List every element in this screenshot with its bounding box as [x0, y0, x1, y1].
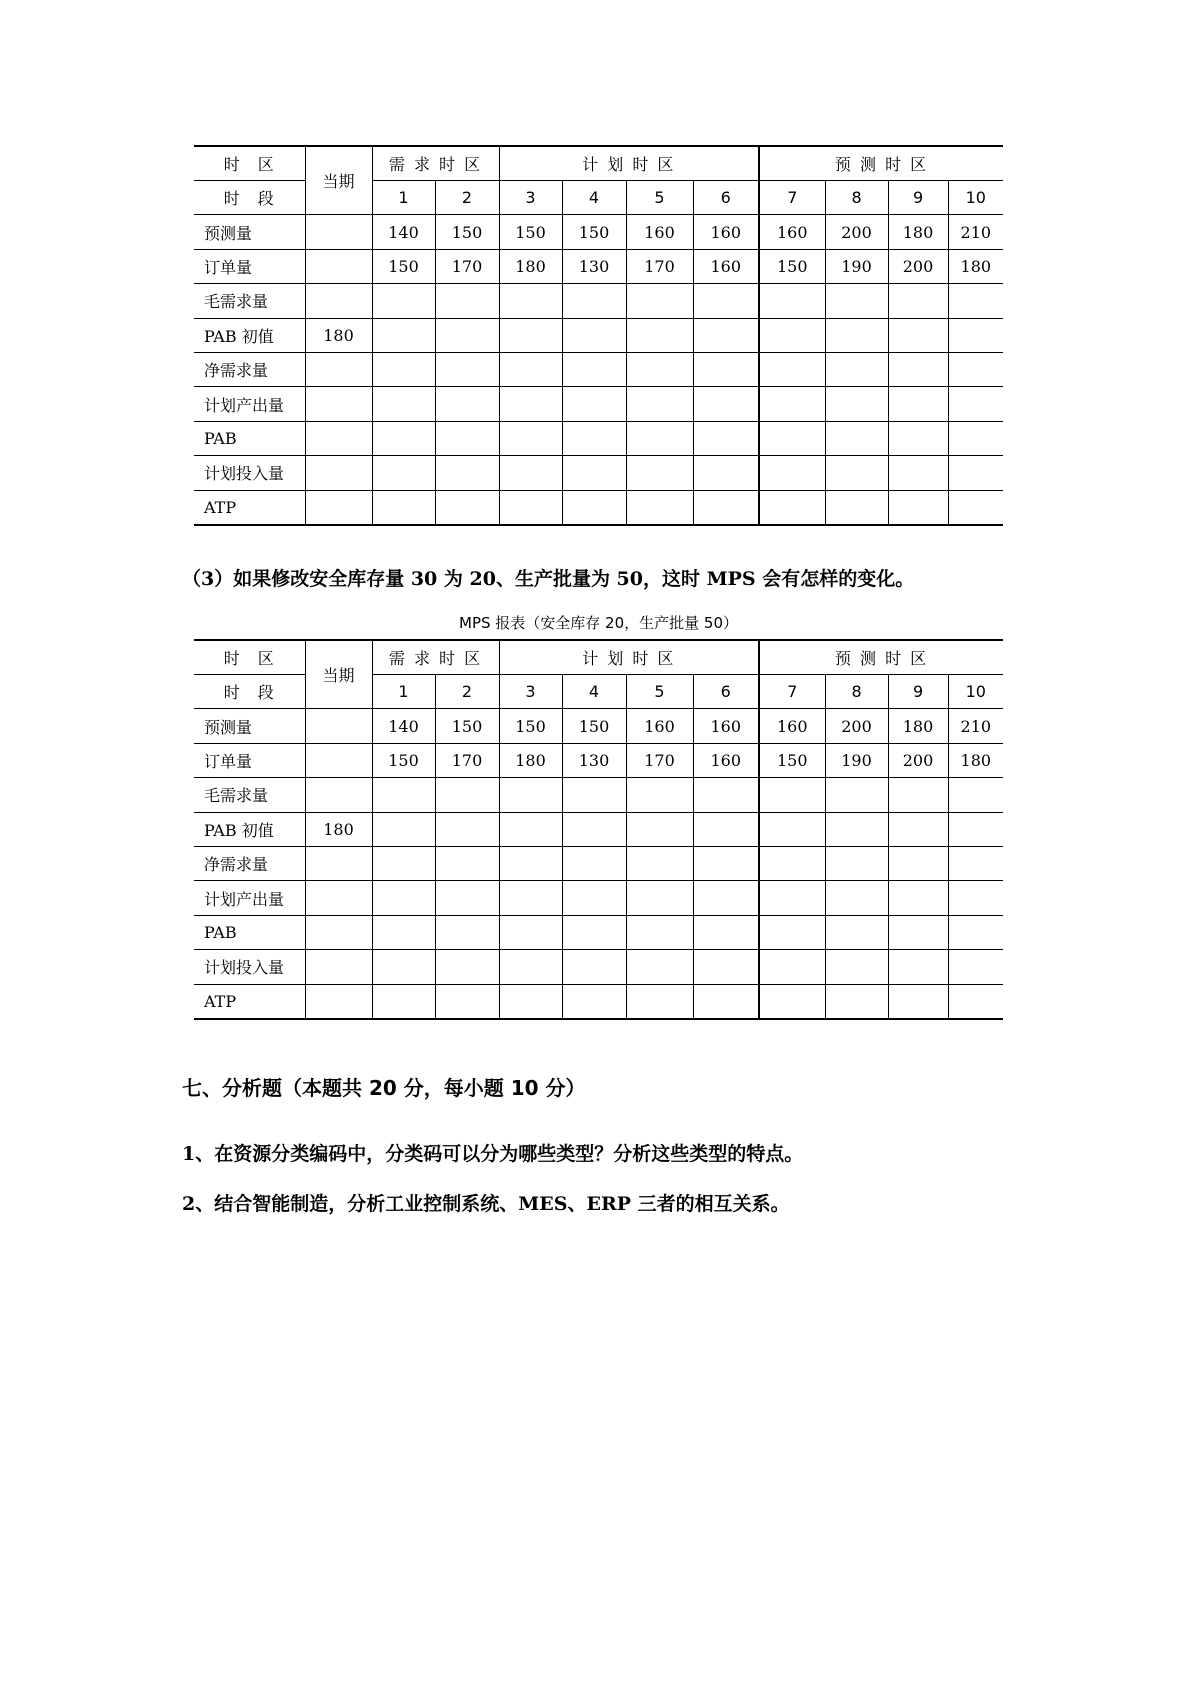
period-cell: [825, 812, 888, 846]
row-label: 毛需求量: [194, 778, 305, 812]
period-cell: 200: [888, 743, 948, 777]
table-row: [194, 984, 1003, 1019]
row-label: 净需求量: [194, 352, 305, 386]
zone-label: 时 区: [194, 146, 305, 181]
period-cell: 140: [372, 709, 435, 743]
period-cell: [888, 456, 948, 490]
period-cell: [435, 284, 499, 318]
period-cell: 200: [888, 249, 948, 283]
period-cell: [948, 778, 1003, 812]
mps-table-1: [194, 145, 1003, 526]
period-number-5: 5: [626, 675, 693, 709]
period-cell: [888, 490, 948, 525]
period-cell: [499, 284, 562, 318]
period-cell: [825, 421, 888, 455]
period-number-1: 1: [372, 675, 435, 709]
period-cell: [888, 284, 948, 318]
table-row: [194, 709, 1003, 743]
period-cell: [693, 950, 759, 984]
period-cell: [948, 456, 1003, 490]
period-cell: [888, 352, 948, 386]
period-cell: [372, 352, 435, 386]
period-cell: [759, 881, 825, 915]
period-cell: [499, 881, 562, 915]
table-row: [194, 950, 1003, 984]
period-cell: 180: [888, 709, 948, 743]
header-zone-row: [194, 146, 1003, 181]
period-cell: [825, 915, 888, 949]
period-cell: [759, 846, 825, 880]
period-cell: [562, 915, 626, 949]
period-cell: 180: [948, 249, 1003, 283]
table-row: [194, 812, 1003, 846]
period-cell: [693, 778, 759, 812]
table-row: [194, 881, 1003, 915]
period-cell: [825, 881, 888, 915]
current-period-label: 当期: [305, 146, 372, 215]
period-cell: [372, 421, 435, 455]
period-cell: [888, 984, 948, 1019]
table-row: [194, 743, 1003, 777]
period-cell: 210: [948, 215, 1003, 249]
period-cell: [562, 387, 626, 421]
period-cell: [435, 881, 499, 915]
period-cell: [372, 456, 435, 490]
period-number-5: 5: [626, 181, 693, 215]
period-cell: [888, 846, 948, 880]
row-label: PAB: [194, 915, 305, 949]
period-cell: [562, 456, 626, 490]
period-cell: [759, 284, 825, 318]
period-cell: [888, 387, 948, 421]
period-cell: [759, 456, 825, 490]
period-number-6: 6: [693, 181, 759, 215]
section-7-question-2: 2、结合智能制造，分析工业控制系统、MES、ERP 三者的相互关系。: [182, 1193, 790, 1215]
section-7-title: 七、分析题（本题共 20 分，每小题 10 分）: [182, 1076, 586, 1100]
period-cell: [372, 387, 435, 421]
period-cell: [888, 881, 948, 915]
period-cell: [626, 456, 693, 490]
period-cell: 180: [948, 743, 1003, 777]
period-cell: 150: [759, 743, 825, 777]
period-cell: 170: [626, 249, 693, 283]
period-cell: 150: [372, 743, 435, 777]
period-cell: [435, 984, 499, 1019]
period-cell: [948, 984, 1003, 1019]
period-cell: [948, 915, 1003, 949]
period-cell: [825, 984, 888, 1019]
current-period-cell: [305, 743, 372, 777]
period-cell: 130: [562, 743, 626, 777]
period-cell: [825, 846, 888, 880]
period-cell: [693, 284, 759, 318]
period-cell: [499, 456, 562, 490]
period-cell: 180: [499, 743, 562, 777]
period-cell: [825, 950, 888, 984]
period-cell: [372, 915, 435, 949]
period-cell: [435, 421, 499, 455]
period-cell: [562, 778, 626, 812]
period-cell: [435, 387, 499, 421]
period-number-9: 9: [888, 675, 948, 709]
section-7-question-1: 1、在资源分类编码中，分类码可以分为哪些类型？分析这些类型的特点。: [182, 1143, 804, 1165]
period-cell: [759, 421, 825, 455]
current-period-cell: [305, 709, 372, 743]
period-cell: [626, 846, 693, 880]
period-cell: [759, 490, 825, 525]
current-period-cell: [305, 950, 372, 984]
period-cell: 140: [372, 215, 435, 249]
row-label: 订单量: [194, 249, 305, 283]
row-label: PAB 初值: [194, 812, 305, 846]
period-cell: 160: [759, 709, 825, 743]
period-cell: [626, 490, 693, 525]
period-cell: [372, 318, 435, 352]
period-cell: [372, 490, 435, 525]
row-label: PAB: [194, 421, 305, 455]
period-cell: [626, 778, 693, 812]
period-cell: [435, 490, 499, 525]
forecast-zone-label: 预 测 时 区: [759, 146, 1003, 181]
planning-zone-label: 计 划 时 区: [499, 640, 759, 675]
period-cell: [693, 881, 759, 915]
period-cell: [948, 950, 1003, 984]
period-cell: [948, 421, 1003, 455]
period-cell: [499, 950, 562, 984]
period-cell: 130: [562, 249, 626, 283]
current-period-cell: [305, 456, 372, 490]
period-cell: [888, 421, 948, 455]
period-cell: [626, 950, 693, 984]
period-cell: [948, 846, 1003, 880]
period-number-6: 6: [693, 675, 759, 709]
current-period-cell: [305, 915, 372, 949]
period-cell: [888, 812, 948, 846]
period-cell: [372, 778, 435, 812]
period-cell: [626, 318, 693, 352]
period-cell: [499, 421, 562, 455]
current-period-cell: [305, 846, 372, 880]
period-cell: [435, 950, 499, 984]
period-number-2: 2: [435, 181, 499, 215]
period-cell: 150: [759, 249, 825, 283]
period-number-10: 10: [948, 675, 1003, 709]
period-cell: [499, 387, 562, 421]
period-cell: [759, 915, 825, 949]
period-cell: 210: [948, 709, 1003, 743]
period-cell: [759, 352, 825, 386]
period-cell: 170: [626, 743, 693, 777]
period-cell: [372, 284, 435, 318]
period-cell: 160: [626, 709, 693, 743]
period-cell: [948, 490, 1003, 525]
period-cell: [693, 421, 759, 455]
period-cell: [693, 456, 759, 490]
period-cell: 150: [435, 709, 499, 743]
table-row: [194, 421, 1003, 455]
period-cell: [888, 950, 948, 984]
period-cell: [435, 846, 499, 880]
period-cell: [948, 812, 1003, 846]
table-row: [194, 846, 1003, 880]
question-3: （3）如果修改安全库存量 30 为 20、生产批量为 50，这时 MPS 会有怎样的变化。: [182, 568, 915, 590]
period-cell: [499, 352, 562, 386]
period-label: 时 段: [194, 675, 305, 709]
period-cell: [693, 915, 759, 949]
table-row: [194, 387, 1003, 421]
period-cell: 160: [693, 215, 759, 249]
period-cell: [759, 812, 825, 846]
period-number-8: 8: [825, 675, 888, 709]
period-cell: [759, 984, 825, 1019]
period-cell: [372, 846, 435, 880]
period-number-7: 7: [759, 675, 825, 709]
current-period-cell: 180: [305, 318, 372, 352]
period-cell: [499, 490, 562, 525]
table-row: [194, 456, 1003, 490]
period-cell: [825, 352, 888, 386]
current-period-cell: [305, 490, 372, 525]
period-cell: [562, 984, 626, 1019]
row-label: ATP: [194, 984, 305, 1019]
table-2-caption: MPS 报表（安全库存 20，生产批量 50）: [459, 614, 738, 632]
mps-table-2: [194, 639, 1003, 1020]
row-label: ATP: [194, 490, 305, 525]
period-number-3: 3: [499, 181, 562, 215]
current-period-cell: [305, 881, 372, 915]
period-cell: [825, 778, 888, 812]
current-period-cell: [305, 352, 372, 386]
period-cell: [435, 318, 499, 352]
period-cell: [562, 846, 626, 880]
period-number-7: 7: [759, 181, 825, 215]
zone-label: 时 区: [194, 640, 305, 675]
row-label: 预测量: [194, 215, 305, 249]
current-period-cell: [305, 215, 372, 249]
row-label: 净需求量: [194, 846, 305, 880]
period-cell: [435, 352, 499, 386]
period-cell: [759, 387, 825, 421]
period-cell: 160: [759, 215, 825, 249]
table-row: [194, 215, 1003, 249]
period-cell: [948, 387, 1003, 421]
period-number-2: 2: [435, 675, 499, 709]
period-cell: 150: [499, 709, 562, 743]
row-label: 订单量: [194, 743, 305, 777]
current-period-cell: [305, 387, 372, 421]
period-cell: [888, 318, 948, 352]
period-cell: 170: [435, 743, 499, 777]
period-cell: 150: [562, 709, 626, 743]
period-cell: [693, 812, 759, 846]
period-cell: [693, 846, 759, 880]
current-period-label: 当期: [305, 640, 372, 709]
period-cell: [499, 812, 562, 846]
current-period-cell: [305, 984, 372, 1019]
period-cell: [562, 490, 626, 525]
current-period-cell: 180: [305, 812, 372, 846]
period-number-10: 10: [948, 181, 1003, 215]
period-cell: 150: [562, 215, 626, 249]
current-period-cell: [305, 778, 372, 812]
period-cell: [626, 387, 693, 421]
period-cell: 150: [499, 215, 562, 249]
period-cell: 180: [888, 215, 948, 249]
table-row: [194, 249, 1003, 283]
table-row: [194, 915, 1003, 949]
period-cell: 190: [825, 249, 888, 283]
period-cell: 200: [825, 709, 888, 743]
period-cell: [562, 421, 626, 455]
period-cell: [626, 284, 693, 318]
period-cell: 160: [693, 249, 759, 283]
current-period-cell: [305, 284, 372, 318]
period-cell: [435, 915, 499, 949]
demand-zone-label: 需 求 时 区: [372, 146, 499, 181]
period-cell: [693, 387, 759, 421]
period-cell: [372, 950, 435, 984]
period-cell: 160: [693, 709, 759, 743]
period-cell: [948, 352, 1003, 386]
period-cell: [626, 915, 693, 949]
period-cell: [759, 318, 825, 352]
row-label: PAB 初值: [194, 318, 305, 352]
row-label: 毛需求量: [194, 284, 305, 318]
period-cell: [435, 456, 499, 490]
period-cell: [693, 490, 759, 525]
table-row: [194, 284, 1003, 318]
forecast-zone-label: 预 测 时 区: [759, 640, 1003, 675]
table-row: [194, 318, 1003, 352]
period-label: 时 段: [194, 181, 305, 215]
period-cell: [693, 318, 759, 352]
period-number-4: 4: [562, 181, 626, 215]
period-cell: 200: [825, 215, 888, 249]
period-cell: 190: [825, 743, 888, 777]
period-cell: [825, 284, 888, 318]
period-cell: [759, 778, 825, 812]
period-cell: 170: [435, 249, 499, 283]
period-cell: [435, 778, 499, 812]
period-cell: [888, 915, 948, 949]
period-number-1: 1: [372, 181, 435, 215]
period-cell: [372, 812, 435, 846]
period-cell: 180: [499, 249, 562, 283]
period-cell: [435, 812, 499, 846]
period-number-9: 9: [888, 181, 948, 215]
current-period-cell: [305, 421, 372, 455]
demand-zone-label: 需 求 时 区: [372, 640, 499, 675]
period-cell: [562, 950, 626, 984]
period-cell: [626, 352, 693, 386]
period-cell: [562, 284, 626, 318]
table-row: [194, 490, 1003, 525]
row-label: 计划投入量: [194, 950, 305, 984]
period-cell: [499, 778, 562, 812]
period-cell: [372, 881, 435, 915]
table-row: [194, 352, 1003, 386]
period-cell: [499, 318, 562, 352]
period-cell: [693, 984, 759, 1019]
period-cell: 150: [435, 215, 499, 249]
period-cell: [888, 778, 948, 812]
period-cell: 150: [372, 249, 435, 283]
period-cell: 160: [693, 743, 759, 777]
period-cell: [499, 915, 562, 949]
row-label: 计划产出量: [194, 387, 305, 421]
row-label: 计划产出量: [194, 881, 305, 915]
period-cell: [562, 881, 626, 915]
period-cell: [626, 421, 693, 455]
row-label: 计划投入量: [194, 456, 305, 490]
period-cell: [499, 984, 562, 1019]
period-cell: [562, 812, 626, 846]
period-cell: [626, 984, 693, 1019]
period-cell: [759, 950, 825, 984]
planning-zone-label: 计 划 时 区: [499, 146, 759, 181]
period-cell: 160: [626, 215, 693, 249]
period-cell: [499, 846, 562, 880]
period-cell: [626, 881, 693, 915]
period-cell: [825, 456, 888, 490]
period-cell: [372, 984, 435, 1019]
period-cell: [825, 318, 888, 352]
period-number-4: 4: [562, 675, 626, 709]
period-number-8: 8: [825, 181, 888, 215]
period-cell: [825, 490, 888, 525]
period-cell: [562, 352, 626, 386]
period-cell: [693, 352, 759, 386]
period-cell: [948, 318, 1003, 352]
header-zone-row: [194, 640, 1003, 675]
row-label: 预测量: [194, 709, 305, 743]
period-cell: [626, 812, 693, 846]
period-cell: [562, 318, 626, 352]
current-period-cell: [305, 249, 372, 283]
period-number-3: 3: [499, 675, 562, 709]
period-cell: [948, 284, 1003, 318]
table-row: [194, 778, 1003, 812]
period-cell: [948, 881, 1003, 915]
period-cell: [825, 387, 888, 421]
